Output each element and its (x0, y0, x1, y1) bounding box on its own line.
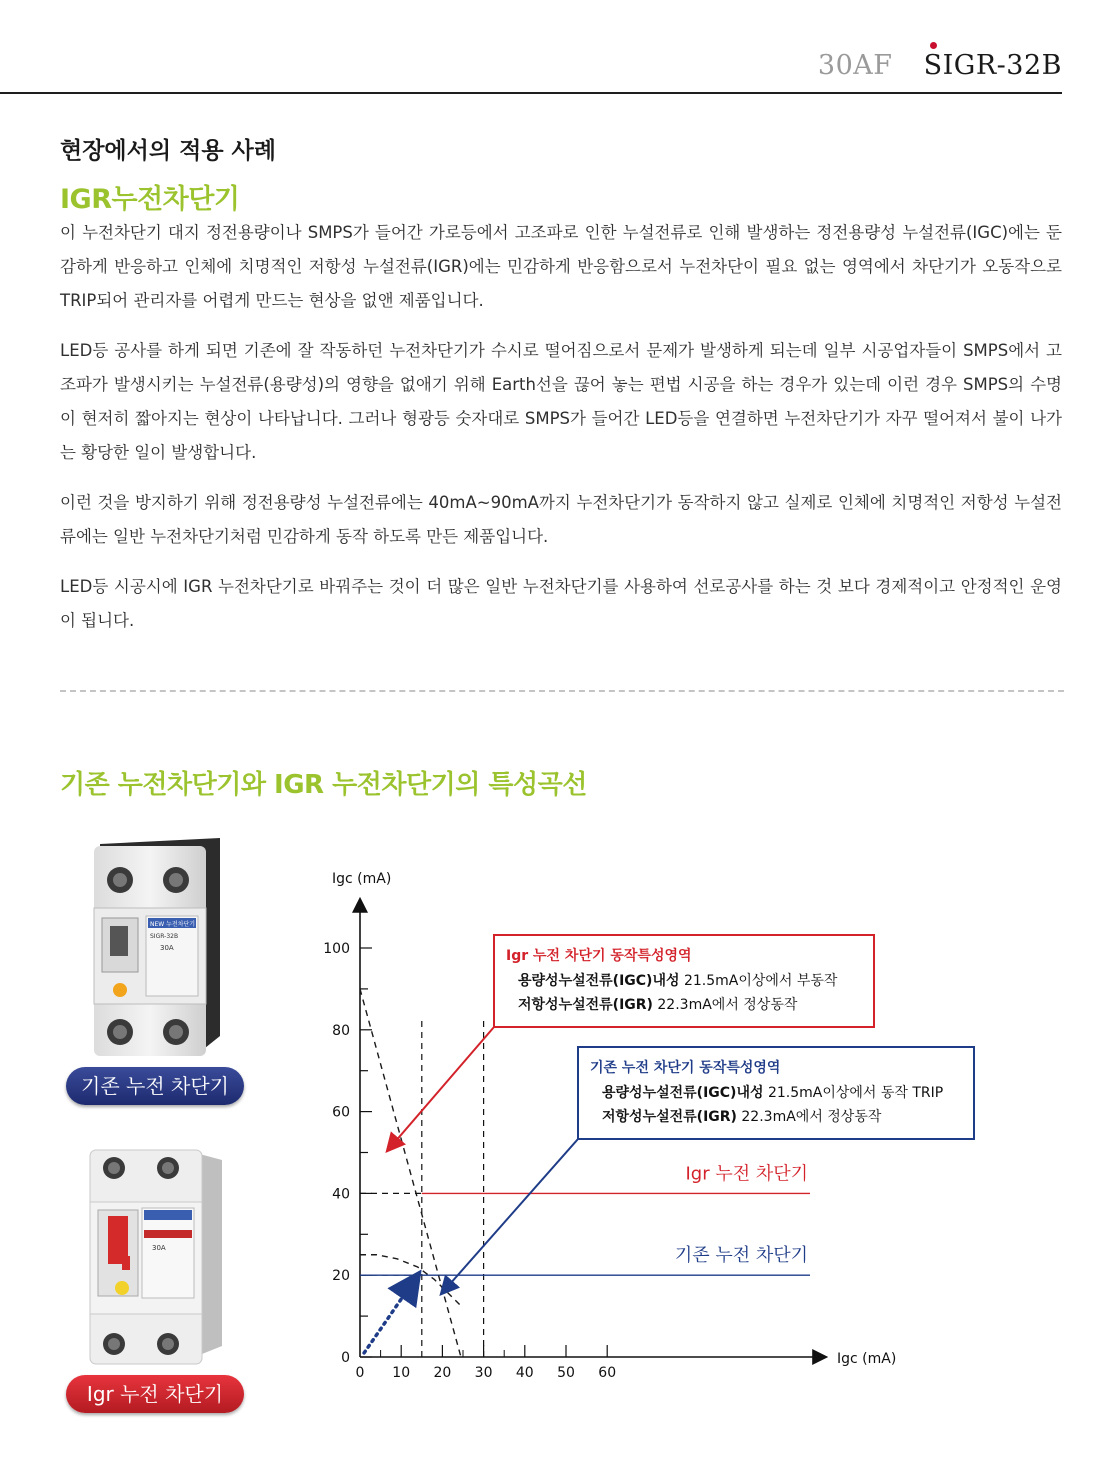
y-tick-label: 100 (323, 941, 350, 957)
device-label-model: SIGR-32B (150, 933, 179, 940)
brand-dot-icon (930, 42, 937, 49)
device-label-rating: 30A (160, 944, 174, 952)
header-model (818, 50, 1062, 81)
header-divider (0, 92, 1062, 94)
y-tick-label: 0 (341, 1350, 350, 1366)
x-tick-label: 40 (515, 1365, 534, 1381)
x-tick-label: 50 (557, 1365, 575, 1381)
characteristic-curve-chart (300, 860, 944, 1390)
conventional-annotation-line: 저항성누설전류(IGR) 22.3mA에서 정상동작 (602, 1109, 882, 1125)
igr-line-label: Igr 누전 차단기 (685, 1163, 808, 1185)
x-tick-label: 0 (355, 1365, 365, 1381)
y-axis-label: Igc (mA) (332, 871, 392, 887)
igr-annotation-line: 용량성누설전류(IGC)내성 21.5mA이상에서 부동작 (518, 973, 838, 989)
conventional-annotation-title: 기존 누전 차단기 동작특성영역 (590, 1060, 781, 1076)
igr-arrow (388, 1027, 494, 1150)
y-tick-label: 20 (332, 1268, 350, 1285)
series-line-2 (360, 989, 461, 1357)
product-title: IGR누전차단기 (60, 184, 240, 215)
paragraph-3: 이런 것을 방지하기 위해 정전용량성 누설전류에는 40mA~90mA까지 누전차단기가 동작하지 않고 실제로 인체에 치명적인 저항성 누설전류에는 일반 누전차단기처럼 민감하게 동작 하도록 만든 제품입니다. (60, 493, 1062, 546)
chart-title: 기존 누전차단기와 IGR 누전차단기의 특성곡선 (60, 770, 587, 800)
igr-breaker-image (82, 1146, 232, 1374)
y-tick-label: 60 (332, 1104, 350, 1121)
header-model-text: SIGR-32B (923, 50, 1062, 81)
header-model-label (924, 50, 1062, 81)
body-text (60, 216, 1062, 654)
conventional-annotation-line: 용량성누설전류(IGC)내성 21.5mA이상에서 동작 TRIP (602, 1085, 944, 1101)
conventional-arrow (442, 1139, 578, 1293)
x-tick-label: 60 (598, 1365, 617, 1381)
paragraph-4: LED등 시공시에 IGR 누전차단기로 바꿔주는 것이 더 많은 일반 누전차단기를 사용하여 선로공사를 하는 것 보다 경제적이고 안정적인 운영이 됩니다. (60, 577, 1062, 630)
conventional-breaker-image (80, 836, 230, 1064)
igr-annotation-line: 저항성누설전류(IGR) 22.3mA에서 정상동작 (518, 997, 798, 1013)
paragraph-2: LED등 공사를 하게 되면 기존에 잘 작동하던 누전차단기가 수시로 떨어짐으로서 문제가 발생하게 되는데 일부 시공업자들이 SMPS에서 고조파가 발생시키는 누설전류(용량성)의 영향을 없애기 위해 Earth선을 끊어 놓는 편법 시공을 하는 경우가 있는데 이런 경우 SMPS의 수명이 현저히 짧아지는 현상이 나타납니다. 그러나 형광등 숫자대로 SMPS가 들어간 LED등을 연결하면 누전차단기가 자꾸 떨어져서 불이 나가는 황당한 일이 발생합니다. (60, 341, 1062, 462)
x-tick-label: 20 (433, 1365, 452, 1381)
y-tick-label: 40 (332, 1186, 350, 1203)
x-axis-label: Igc (mA) (837, 1351, 897, 1367)
device-label-brand: NEW 누전차단기 (150, 921, 196, 928)
igr-annotation-title: Igr 누전 차단기 동작특성영역 (506, 948, 692, 964)
igr-device-label-rating: 30A (152, 1244, 166, 1252)
section-title: 현장에서의 적용 사례 (60, 138, 276, 164)
conventional-line-label: 기존 누전 차단기 (674, 1245, 808, 1267)
dashed-divider (60, 690, 1064, 692)
header-frame-label: 30AF (817, 50, 893, 81)
paragraph-1: 이 누전차단기 대지 정전용량이나 SMPS가 들어간 가로등에서 고조파로 인한 누설전류로 인해 발생하는 정전용량성 누설전류(IGC)에는 둔감하게 반응하고 인체에 치명적인 저항성 누설전류(IGR)에는 민감하게 반응함으로서 누전차단이 필요 없는 영역에서 차단기가 오동작으로 TRIP되어 관리자를 어렵게 만드는 현상을 없앤 제품입니다. (60, 223, 1062, 310)
x-tick-label: 30 (474, 1365, 493, 1381)
conventional-breaker-badge: 기존 누전 차단기 (66, 1067, 244, 1105)
series-line-4 (364, 1275, 418, 1353)
igr-breaker-badge: Igr 누전 차단기 (66, 1375, 244, 1413)
x-tick-label: 10 (392, 1365, 411, 1381)
y-tick-label: 80 (332, 1022, 350, 1039)
